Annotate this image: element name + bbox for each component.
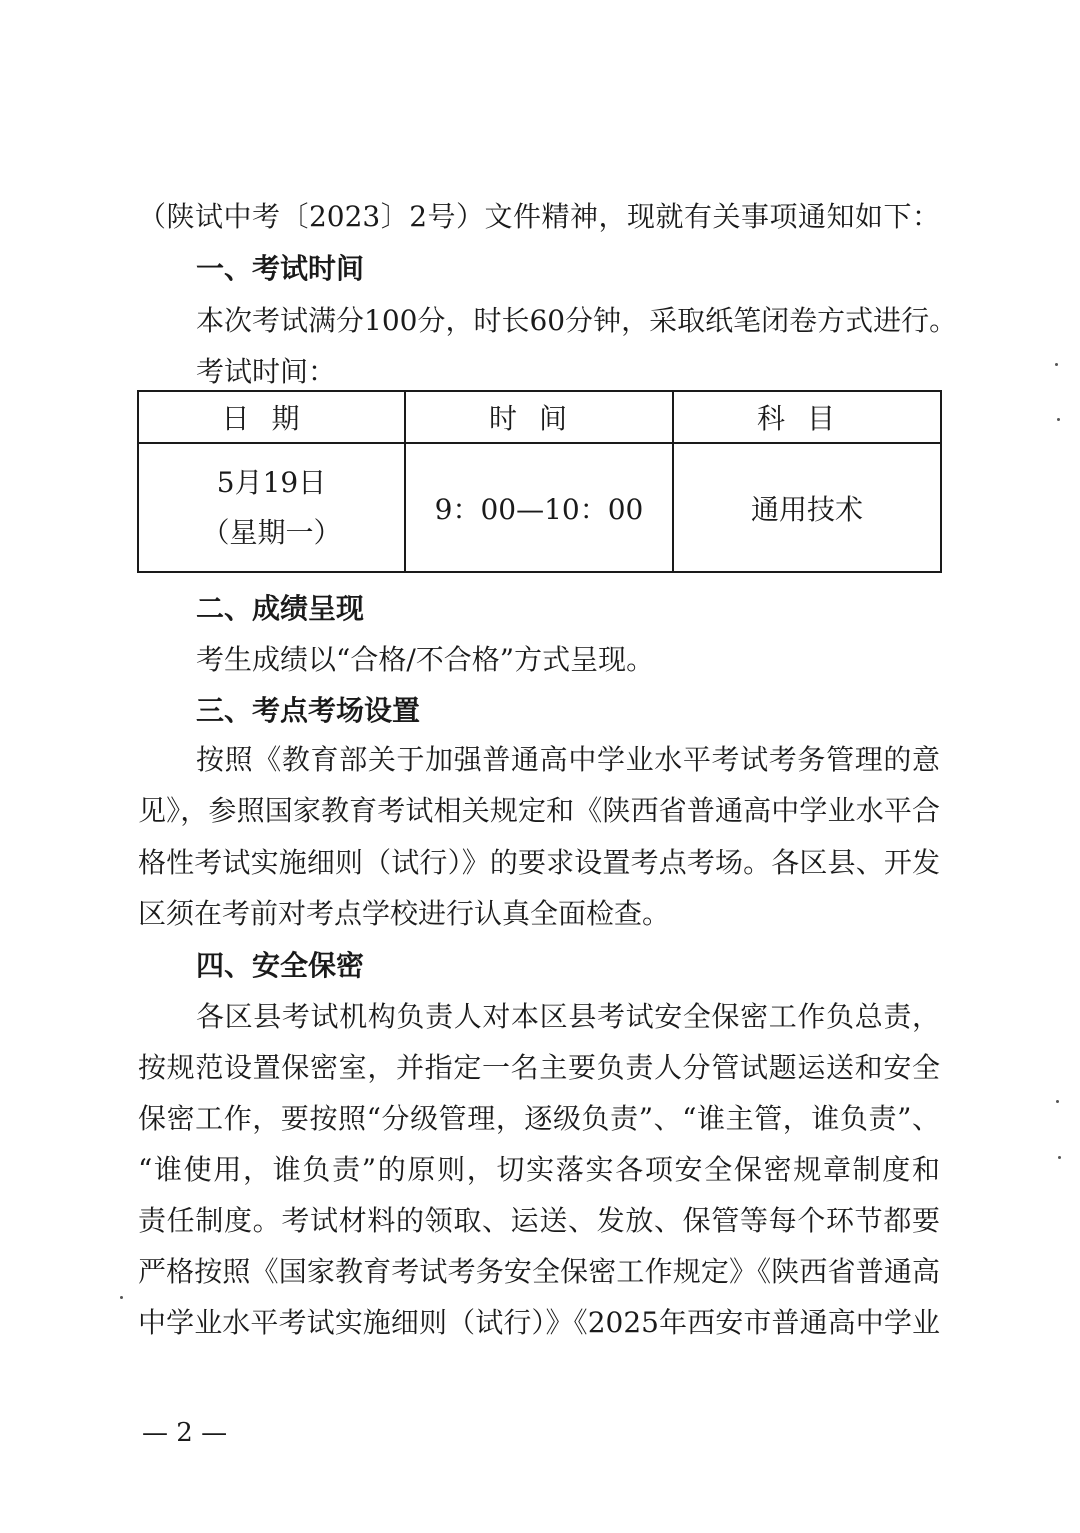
section-1-line-2: 考试时间： bbox=[196, 355, 337, 388]
date-line-1: 5月19日 bbox=[216, 465, 327, 499]
section-4-line-5: 责任制度。考试材料的领取、运送、发放、保管等每个环节都要 bbox=[138, 1204, 940, 1237]
cell-date bbox=[138, 443, 405, 572]
section-4-line-7: 中学业水平考试实施细则（试行）》《2025年西安市普通高中学业 bbox=[138, 1306, 940, 1339]
scan-speck bbox=[1057, 418, 1060, 421]
header-time: 时间 bbox=[405, 391, 673, 443]
section-4-line-2: 按规范设置保密室，并指定一名主要负责人分管试题运送和安全 bbox=[138, 1051, 940, 1084]
table-row bbox=[138, 443, 941, 572]
scan-speck bbox=[1056, 1100, 1059, 1103]
intro-tail-line: （陕试中考〔2023〕2号）文件精神，现就有关事项通知如下： bbox=[138, 200, 940, 233]
section-3-heading: 三、考点考场设置 bbox=[196, 694, 421, 727]
date-line-2: （星期一） bbox=[201, 515, 342, 549]
section-3-line-1: 按照《教育部关于加强普通高中学业水平考试考务管理的意 bbox=[196, 743, 940, 776]
exam-schedule-table bbox=[137, 390, 942, 573]
cell-time: 9：00—10：00 bbox=[405, 443, 673, 572]
section-3-line-2: 见》，参照国家教育考试相关规定和《陕西省普通高中学业水平合 bbox=[138, 794, 940, 827]
header-date: 日期 bbox=[138, 391, 405, 443]
cell-subject: 通用技术 bbox=[673, 443, 941, 572]
scan-speck bbox=[1058, 1156, 1061, 1159]
scan-speck bbox=[120, 1296, 123, 1299]
section-1-line-1: 本次考试满分100分，时长60分钟，采取纸笔闭卷方式进行。 bbox=[196, 304, 958, 337]
section-4-line-3: 保密工作，要按照“分级管理，逐级负责”、“谁主管，谁负责”、 bbox=[138, 1102, 940, 1135]
section-2-line-1: 考生成绩以“合格/不合格”方式呈现。 bbox=[196, 643, 655, 676]
section-3-line-3: 格性考试实施细则（试行）》的要求设置考点考场。各区县、开发 bbox=[138, 846, 940, 879]
table-header-row bbox=[138, 391, 941, 443]
section-2-heading: 二、成绩呈现 bbox=[196, 592, 365, 625]
page-number: — 2 — bbox=[142, 1418, 228, 1448]
section-3-line-4: 区须在考前对考点学校进行认真全面检查。 bbox=[138, 897, 671, 930]
section-4-line-1: 各区县考试机构负责人对本区县考试安全保密工作负总责， bbox=[196, 1000, 940, 1033]
section-4-line-6: 严格按照《国家教育考试考务安全保密工作规定》《陕西省普通高 bbox=[138, 1255, 940, 1288]
scan-speck bbox=[1055, 363, 1058, 366]
section-1-heading: 一、考试时间 bbox=[196, 252, 365, 285]
header-subject: 科目 bbox=[673, 391, 941, 443]
section-4-heading: 四、安全保密 bbox=[196, 949, 365, 982]
section-4-line-4: “谁使用，谁负责”的原则，切实落实各项安全保密规章制度和 bbox=[138, 1153, 940, 1186]
